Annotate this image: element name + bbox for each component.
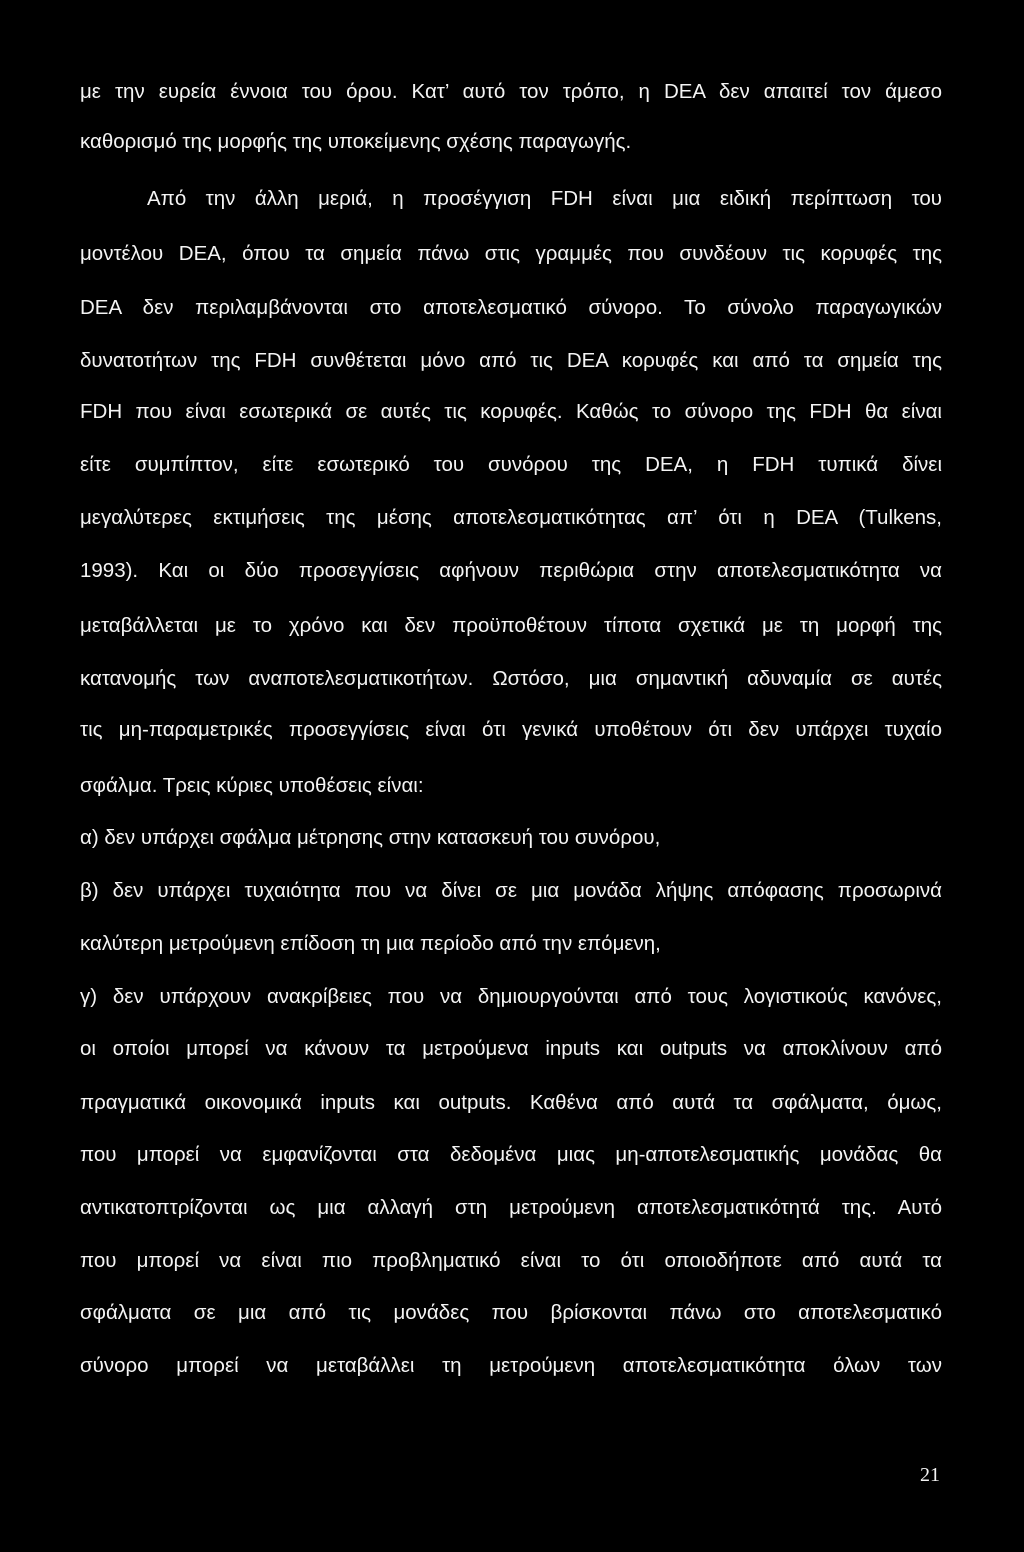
- body-text-line-6: δυνατοτήτων της FDH συνθέτεται μόνο από τις DEA κορυφές και από τα σημεία της: [80, 349, 942, 372]
- body-text-line-9: μεγαλύτερες εκτιμήσεις της μέσης αποτελεσματικότητας απ’ ότι η DEA (Tulkens,: [80, 506, 942, 529]
- body-text-line-10: 1993). Και οι δύο προσεγγίσεις αφήνουν περιθώρια στην αποτελεσματικότητα να: [80, 559, 942, 582]
- body-text-line-19: οι οποίοι μπορεί να κάνουν τα μετρούμενα inputs και outputs να αποκλίνουν από: [80, 1037, 942, 1060]
- body-text-line-22: αντικατοπτρίζονται ως μια αλλαγή στη μετρούμενη αποτελεσματικότητά της. Αυτό: [80, 1196, 942, 1219]
- body-text-line-25: σύνορο μπορεί να μεταβάλλει τη μετρούμενη αποτελεσματικότητα όλων των: [80, 1354, 942, 1377]
- body-text-line-12: κατανομής των αναποτελεσματικοτήτων. Ωστόσο, μια σημαντική αδυναμία σε αυτές: [80, 667, 942, 690]
- body-text-line-23: που μπορεί να είναι πιο προβληματικό είναι το ότι οποιοδήποτε από αυτά τα: [80, 1249, 942, 1272]
- body-text-line-7: FDH που είναι εσωτερικά σε αυτές τις κορυφές. Καθώς το σύνορο της FDH θα είναι: [80, 400, 942, 423]
- body-text-line-13: τις μη-παραμετρικές προσεγγίσεις είναι ότι γενικά υποθέτουν ότι δεν υπάρχει τυχαίο: [80, 718, 942, 741]
- body-text-line-8: είτε συμπίπτον, είτε εσωτερικό του συνόρου της DEA, η FDH τυπικά δίνει: [80, 453, 942, 476]
- list-item-b-line-2: καλύτερη μετρούμενη επίδοση τη μια περίοδο από την επόμενη,: [80, 932, 661, 955]
- body-text-line-24: σφάλματα σε μια από τις μονάδες που βρίσκονται πάνω στο αποτελεσματικό: [80, 1301, 942, 1324]
- list-item-c-line-1: γ) δεν υπάρχουν ανακρίβειες που να δημιουργούνται από τους λογιστικούς κανόνες,: [80, 985, 942, 1008]
- list-item-a: α) δεν υπάρχει σφάλμα μέτρησης στην κατασκευή του συνόρου,: [80, 826, 661, 849]
- list-item-b-line-1: β) δεν υπάρχει τυχαιότητα που να δίνει σε μια μονάδα λήψης απόφασης προσωρινά: [80, 879, 942, 902]
- page-number: 21: [920, 1464, 940, 1486]
- body-text-line-20: πραγματικά οικονομικά inputs και outputs. Καθένα από αυτά τα σφάλματα, όμως,: [80, 1091, 942, 1114]
- body-text-line-21: που μπορεί να εμφανίζονται στα δεδομένα μιας μη-αποτελεσματικής μονάδας θα: [80, 1143, 942, 1166]
- body-text-line-5: DEA δεν περιλαμβάνονται στο αποτελεσματικό σύνορο. Το σύνολο παραγωγικών: [80, 296, 942, 319]
- body-text-line-11: μεταβάλλεται με το χρόνο και δεν προϋποθέτουν τίποτα σχετικά με τη μορφή της: [80, 614, 942, 637]
- body-text-line-4: μοντέλου DEA, όπου τα σημεία πάνω στις γραμμές που συνδέουν τις κορυφές της: [80, 242, 942, 265]
- body-text-line-3: Από την άλλη μεριά, η προσέγγιση FDH είναι μια ειδική περίπτωση του: [147, 187, 942, 210]
- body-text-line-14: σφάλμα. Τρεις κύριες υποθέσεις είναι:: [80, 774, 424, 797]
- body-text-line-1: με την ευρεία έννοια του όρου. Κατ’ αυτό τον τρόπο, η DEA δεν απαιτεί τον άμεσο: [80, 80, 942, 103]
- body-text-line-2: καθορισμό της μορφής της υποκείμενης σχέσης παραγωγής.: [80, 130, 632, 153]
